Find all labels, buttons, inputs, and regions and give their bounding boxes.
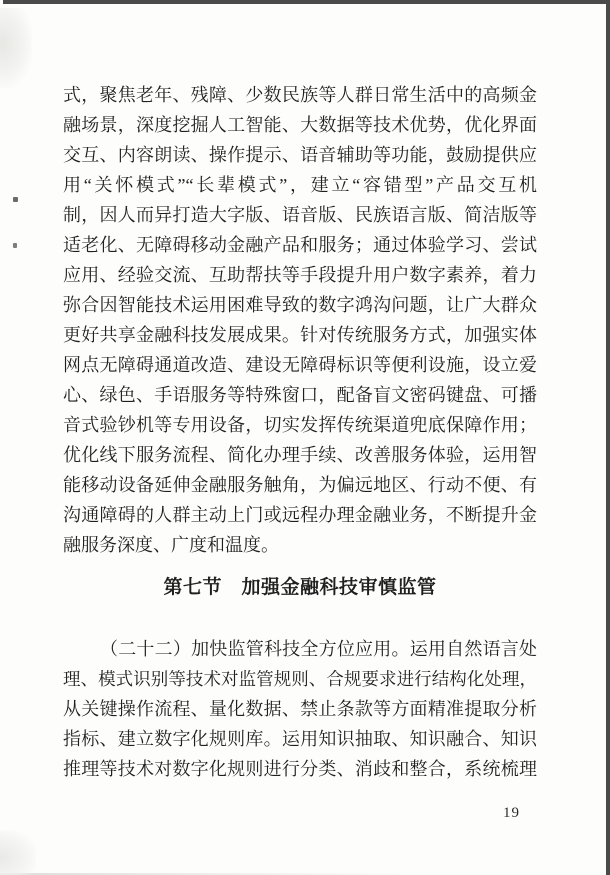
scan-artifact-top-left — [0, 8, 32, 88]
scan-speck-1 — [13, 197, 18, 202]
scan-border-top — [3, 0, 610, 4]
section-heading: 第七节 加强金融科技审慎监管 — [163, 577, 437, 598]
text-line: （二十二）加快监管科技全方位应用。运用自然语言处 — [100, 639, 537, 659]
text-line: 融服务深度、广度和温度。 — [63, 535, 279, 555]
text-line: 更好共享金融科技发展成果。针对传统服务方式，加强实体 — [63, 325, 537, 345]
page-number: 19 — [503, 805, 520, 821]
scan-speck-2 — [13, 243, 17, 248]
text-line: 网点无障碍通道改造、建设无障碍标识等便利设施，设立爱 — [63, 355, 537, 375]
scan-border-right — [606, 0, 610, 875]
text-line: 交互、内容朗读、操作提示、语音辅助等功能，鼓励提供应 — [63, 145, 537, 165]
text-line: 理、模式识别等技术对监管规则、合规要求进行结构化处理， — [63, 669, 537, 689]
body-paragraph-continued — [63, 80, 537, 560]
scan-artifact-bottom-left — [0, 830, 36, 875]
text-line: 应用、经验交流、互助帮扶等手段提升用户数字素养，着力 — [63, 265, 537, 285]
text-line: 式，聚焦老年、残障、少数民族等人群日常生活中的高频金 — [63, 85, 537, 105]
text-line: 指标、建立数字化规则库。运用知识抽取、知识融合、知识 — [63, 729, 537, 749]
text-line: 能移动设备延伸金融服务触角，为偏远地区、行动不便、有 — [63, 475, 537, 495]
text-line: 适老化、无障碍移动金融产品和服务；通过体验学习、尝试 — [63, 235, 537, 255]
text-line: 音式验钞机等专用设备，切实发挥传统渠道兜底保障作用； — [63, 415, 537, 435]
text-line: 从关键操作流程、量化数据、禁止条款等方面精准提取分析 — [63, 699, 537, 719]
text-line: 心、绿色、手语服务等特殊窗口，配备盲文密码键盘、可播 — [63, 385, 537, 405]
text-line: 弥合因智能技术运用困难导致的数字鸿沟问题，让广大群众 — [63, 295, 537, 315]
text-line: 优化线下服务流程、简化办理手续、改善服务体验，运用智 — [63, 445, 537, 465]
body-paragraph-22 — [63, 634, 537, 784]
text-line: 制，因人而异打造大字版、语音版、民族语言版、简洁版等 — [63, 205, 537, 225]
text-line: 融场景，深度挖掘人工智能、大数据等技术优势，优化界面 — [63, 115, 537, 135]
text-line: 推理等技术对数字化规则进行分类、消歧和整合，系统梳理 — [63, 759, 537, 779]
text-line: 用“关怀模式”“长辈模式”，建立“容错型”产品交互机 — [63, 175, 537, 195]
text-line: 沟通障碍的人群主动上门或远程办理金融业务，不断提升金 — [63, 505, 537, 525]
